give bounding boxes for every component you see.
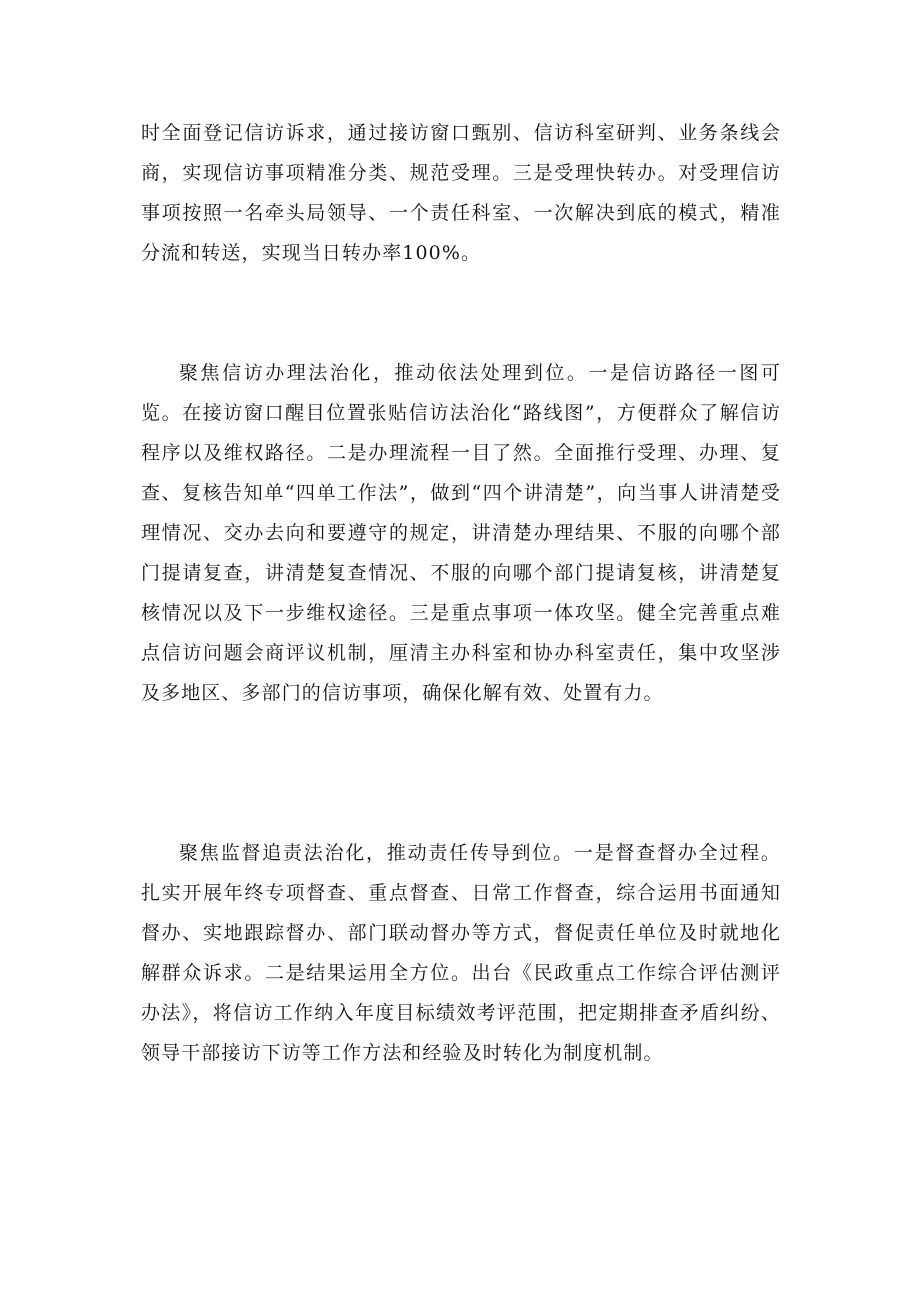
paragraph-handling-rule-of-law: 聚焦信访办理法治化，推动依法处理到位。一是信访路径一图可览。在接访窗口醒目位置张贴信访法治化“路线图”，方便群众了解信访程序以及维权路径。二是办理流程一目了然。全面推行受理、办理、复查、复核告知单“四单工作法”，做到“四个讲清楚”，向当事人讲清楚受理情况、交办去向和要遵守的规定，讲清楚办理结果、不服的向哪个部门提请复查，讲清楚复查情况、不服的向哪个部门提请复核，讲清楚复核情况以及下一步维权途径。三是重点事项一体攻坚。健全完善重点难点信访问题会商评议机制，厘清主办科室和协办科室责任，集中攻坚涉及多地区、多部门的信访事项，确保化解有效、处置有力。 (141, 362, 781, 704)
paragraph-continuation: 时全面登记信访诉求，通过接访窗口甄别、信访科室研判、业务条线会商，实现信访事项精准分类、规范受理。三是受理快转办。对受理信访事项按照一名牵头局领导、一个责任科室、一次解决到底的模式，精准分流和转送，实现当日转办率100%。 (141, 122, 781, 264)
paragraph-supervision-rule-of-law: 聚焦监督追责法治化，推动责任传导到位。一是督查督办全过程。扎实开展年终专项督查、重点督查、日常工作督查，综合运用书面通知督办、实地跟踪督办、部门联动督办等方式，督促责任单位及时就地化解群众诉求。二是结果运用全方位。出台《民政重点工作综合评估测评办法》，将信访工作纳入年度目标绩效考评范围，把定期排查矛盾纠纷、领导干部接访下访等工作方法和经验及时转化为制度机制。 (141, 842, 781, 1064)
